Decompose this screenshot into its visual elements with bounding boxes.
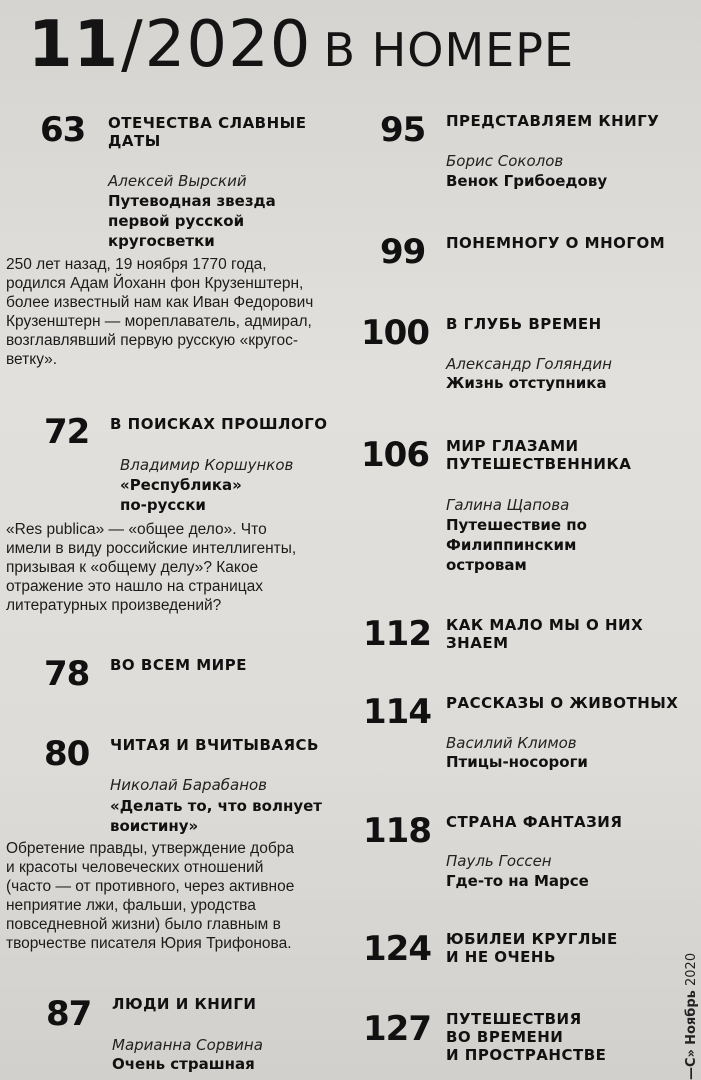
desc-line: повседневной жизни) было главным в <box>6 916 281 933</box>
article-title <box>446 752 588 772</box>
rubric-line: В ПОИСКАХ ПРОШЛОГО <box>110 415 328 433</box>
side-year: 2020 <box>684 952 699 986</box>
rubric <box>446 112 659 130</box>
desc-line: призывая к «общему делу»? Какое <box>6 559 259 576</box>
article-author: Галина Щапова <box>446 496 570 514</box>
desc-line: более известный нам как Иван Федорович <box>6 294 314 311</box>
article-author: Алексей Вырский <box>108 172 247 190</box>
rubric <box>110 656 247 674</box>
article-title <box>446 373 607 393</box>
rubric-line: ЛЮДИ И КНИГИ <box>112 995 257 1013</box>
rubric-line: ЗНАЕМ <box>446 634 509 652</box>
rubric <box>110 736 319 754</box>
rubric-line: КАК МАЛО МЫ О НИХ <box>446 616 644 634</box>
page-number: 95 <box>380 110 426 150</box>
article-description <box>6 520 296 615</box>
page-number: 78 <box>44 654 90 694</box>
desc-line: ветку». <box>6 351 58 368</box>
rubric-line: В ГЛУБЬ ВРЕМЕН <box>446 315 602 333</box>
desc-line: родился Адам Йоханн фон Крузенштерн, <box>6 275 304 292</box>
desc-line: (часто — от противного, через активное <box>6 878 295 895</box>
rubric-line: И ПРОСТРАНСТВЕ <box>446 1046 607 1064</box>
desc-line: отражение это нашло на страницах <box>6 578 263 595</box>
page-number: 124 <box>363 929 431 969</box>
page-number: 106 <box>361 435 429 475</box>
title-line: кругосветки <box>108 232 215 250</box>
desc-line: Обретение правды, утверждение добра <box>6 840 294 857</box>
rubric-line: ПОНЕМНОГУ О МНОГОМ <box>446 234 666 252</box>
title-line: Венок Грибоедову <box>446 172 608 190</box>
rubric-line: ПРЕДСТАВЛЯЕМ КНИГУ <box>446 112 660 130</box>
rubric <box>446 315 602 333</box>
rubric <box>446 437 631 473</box>
desc-line: «Res publica» — «общее дело». Что <box>6 521 267 538</box>
rubric-line: РАССКАЗЫ О ЖИВОТНЫХ <box>446 694 679 712</box>
desc-line: Крузенштерн — мореплаватель, адмирал, <box>6 313 312 330</box>
article-author: Владимир Коршунков <box>120 456 294 474</box>
article-description <box>6 839 294 953</box>
title-line: первой русской <box>108 212 245 230</box>
issue-slash: / <box>121 8 143 82</box>
article-description <box>6 255 313 369</box>
issue-number: 11 <box>28 8 120 82</box>
rubric-line: ВО ВРЕМЕНИ <box>446 1028 564 1046</box>
rubric-line: МИР ГЛАЗАМИ <box>446 437 579 455</box>
title-line: Филиппинским <box>446 536 577 554</box>
desc-line: и красоты человеческих отношений <box>6 859 264 876</box>
desc-line: 250 лет назад, 19 ноября 1770 года, <box>6 256 267 273</box>
page-number: 118 <box>363 811 431 851</box>
page-number: 127 <box>363 1009 431 1049</box>
article-title <box>108 191 276 251</box>
rubric-line: ЮБИЛЕИ КРУГЛЫЕ <box>446 930 618 948</box>
rubric-line: И НЕ ОЧЕНЬ <box>446 948 556 966</box>
rubric-line: ЧИТАЯ И ВЧИТЫВАЯСЬ <box>110 736 319 754</box>
page-number: 99 <box>380 232 426 272</box>
article-author: Борис Соколов <box>446 152 564 170</box>
page-number: 114 <box>363 692 431 732</box>
rubric-line: ОТЕЧЕСТВА СЛАВНЫЕ <box>108 114 307 132</box>
article-title <box>110 796 322 836</box>
article-title <box>446 515 587 575</box>
rubric-line: ПУТЕШЕСТВЕННИКА <box>446 455 632 473</box>
title-line: Путешествие по <box>446 516 587 534</box>
title-line: «Республика» <box>120 476 242 494</box>
page-title: В НОМЕРЕ <box>323 23 575 77</box>
title-line: Очень страшная <box>112 1055 255 1073</box>
rubric <box>112 995 256 1013</box>
title-line: островам <box>446 556 527 574</box>
page-number: 112 <box>363 614 431 654</box>
title-line: по-русски <box>120 496 206 514</box>
article-author: Александр Голяндин <box>446 355 612 373</box>
article-title <box>112 1054 255 1074</box>
article-author: Николай Барабанов <box>110 776 268 794</box>
article-title <box>446 871 589 891</box>
title-line: «Делать то, что волнует <box>110 797 322 815</box>
rubric-line: СТРАНА ФАНТАЗИЯ <box>446 813 623 831</box>
rubric <box>446 694 678 712</box>
title-line: Жизнь отступника <box>446 374 607 392</box>
desc-line: литературных произведений? <box>6 597 222 614</box>
page-number: 100 <box>361 313 429 353</box>
issue-year: 2020 <box>144 8 312 82</box>
page-number: 63 <box>40 110 86 150</box>
desc-line: возглавлявший первую русскую «кругос- <box>6 332 299 349</box>
article-author: Пауль Госсен <box>446 852 552 870</box>
rubric <box>446 616 643 652</box>
article-author: Василий Климов <box>446 734 577 752</box>
page-number: 72 <box>44 412 90 452</box>
article-title <box>446 171 607 191</box>
page-number: 80 <box>44 734 90 774</box>
rubric-line: ВО ВСЕМ МИРЕ <box>110 656 247 674</box>
side-caption <box>684 952 699 1080</box>
rubric <box>446 234 665 252</box>
desc-line: творчестве писателя Юрия Трифонова. <box>6 935 292 952</box>
title-line: Путеводная звезда <box>108 192 276 210</box>
rubric <box>108 114 306 150</box>
rubric <box>110 415 328 433</box>
title-line: воистину» <box>110 817 199 835</box>
rubric-line: ДАТЫ <box>108 132 161 150</box>
rubric <box>446 930 618 966</box>
desc-line: имели в виду российские интеллигенты, <box>6 540 297 557</box>
article-title <box>120 475 242 515</box>
rubric <box>446 813 622 831</box>
rubric-line: ПУТЕШЕСТВИЯ <box>446 1010 582 1028</box>
desc-line: неприятие лжи, фальши, уродства <box>6 897 256 914</box>
masthead <box>28 8 574 82</box>
page-number: 87 <box>46 994 92 1034</box>
rubric <box>446 1010 606 1064</box>
issue-month: Ноябрь <box>684 990 699 1045</box>
title-line: Птицы-носороги <box>446 753 588 771</box>
article-author: Марианна Сорвина <box>112 1036 263 1054</box>
magazine-abbrev: —С» <box>684 1049 699 1080</box>
title-line: Где-то на Марсе <box>446 872 589 890</box>
